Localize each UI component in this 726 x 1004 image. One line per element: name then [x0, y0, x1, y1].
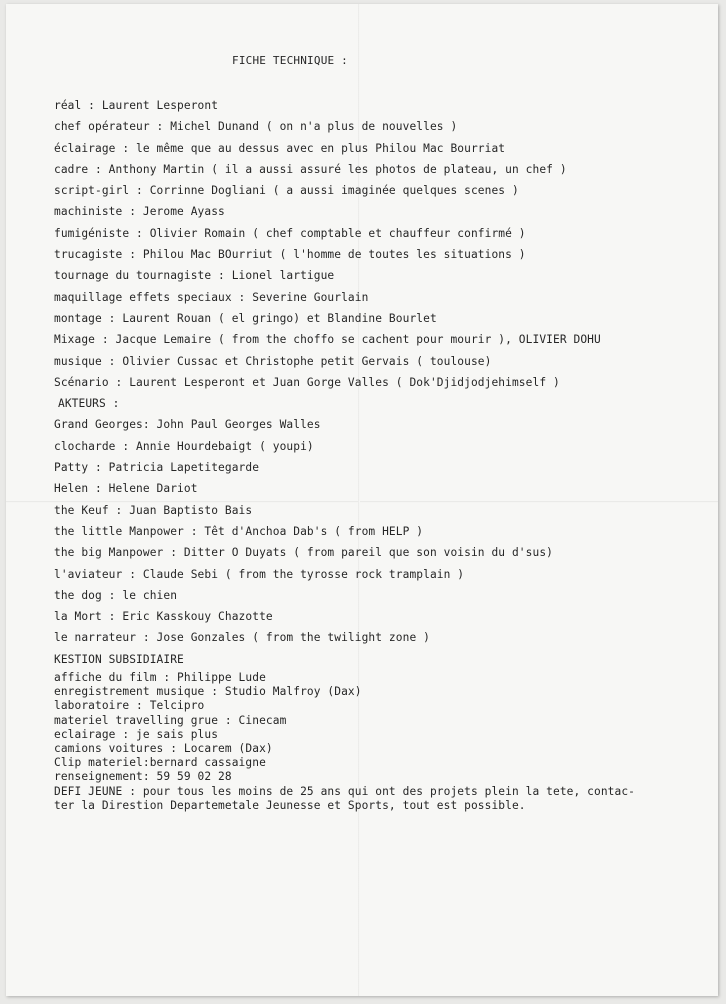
- credit-line: maquillage effets speciaux : Severine Gourlain: [54, 290, 369, 304]
- actor-line: l'aviateur : Claude Sebi ( from the tyrosse rock tramplain ): [54, 567, 465, 581]
- credit-line: cadre : Anthony Martin ( il a aussi assuré les photos de plateau, un chef ): [54, 162, 567, 176]
- document-title: FICHE TECHNIQUE :: [232, 54, 348, 67]
- subsidiary-line: Clip materiel:bernard cassaigne: [54, 756, 266, 770]
- credit-line: chef opérateur : Michel Dunand ( on n'a plus de nouvelles ): [54, 120, 458, 134]
- credit-line: Scénario : Laurent Lesperont et Juan Gorge Valles ( Dok'Djidjodjehimself ): [54, 375, 560, 389]
- actor-line: the dog : le chien: [54, 588, 178, 602]
- subsidiary-line: materiel travelling grue : Cinecam: [54, 713, 287, 727]
- question-heading: KESTION SUBSIDIAIRE: [54, 652, 184, 666]
- credit-line: fumigéniste : Olivier Romain ( chef comptable et chauffeur confirmé ): [54, 226, 526, 240]
- subsidiary-line: affiche du film : Philippe Lude: [54, 671, 266, 684]
- actor-line: the big Manpower : Ditter O Duyats ( from pareil que son voisin du d'sus): [54, 546, 553, 560]
- credit-line: machiniste : Jerome Ayass: [54, 205, 225, 219]
- actor-line: the little Manpower : Têt d'Anchoa Dab's ( from HELP ): [54, 524, 424, 538]
- credit-line: script-girl : Corrinne Dogliani ( a aussi imaginée quelques scenes ): [54, 184, 519, 198]
- credit-line: musique : Olivier Cussac et Christophe petit Gervais ( toulouse): [54, 354, 492, 368]
- credit-line: tournage du tournagiste : Lionel lartigue: [54, 269, 335, 283]
- credit-line: éclairage : le même que au dessus avec en plus Philou Mac Bourriat: [54, 141, 506, 155]
- actor-line: la Mort : Eric Kasskouy Chazotte: [54, 610, 273, 624]
- subsidiary-line: DEFI JEUNE : pour tous les moins de 25 ans qui ont des projets plein la tete, contac-: [54, 784, 636, 798]
- subsidiary-line: laboratoire : Telcipro: [54, 699, 205, 713]
- credits-block: [54, 95, 714, 670]
- actors-heading: AKTEURS :: [58, 397, 120, 411]
- subsidiary-line: camions voitures : Locarem (Dax): [54, 741, 273, 755]
- subsidiary-line: eclairage : je sais plus: [54, 727, 219, 741]
- subsidiary-line: ter la Direstion Departemetale Jeunesse et Sports, tout est possible.: [54, 798, 526, 812]
- subsidiary-line: enregistrement musique : Studio Malfroy (Dax): [54, 685, 362, 699]
- credit-line: réal : Laurent Lesperont: [54, 99, 219, 112]
- credit-line: montage : Laurent Rouan ( el gringo) et Blandine Bourlet: [54, 311, 437, 325]
- actor-line: Helen : Helene Dariot: [54, 482, 198, 496]
- actor-line: the Keuf : Juan Baptisto Bais: [54, 503, 253, 517]
- actor-line: le narrateur : Jose Gonzales ( from the twilight zone ): [54, 631, 430, 645]
- subsidiary-block: [54, 671, 714, 813]
- document-page: [6, 4, 718, 996]
- subsidiary-line: renseignement: 59 59 02 28: [54, 770, 232, 784]
- actor-line: clocharde : Annie Hourdebaigt ( youpi): [54, 439, 314, 453]
- actor-line: Patty : Patricia Lapetitegarde: [54, 461, 260, 475]
- credit-line: Mixage : Jacque Lemaire ( from the choffo se cachent pour mourir ), OLIVIER DOHU: [54, 333, 601, 347]
- actor-line: Grand Georges: John Paul Georges Walles: [54, 418, 321, 432]
- credit-line: trucagiste : Philou Mac BOurriut ( l'homme de toutes les situations ): [54, 248, 526, 262]
